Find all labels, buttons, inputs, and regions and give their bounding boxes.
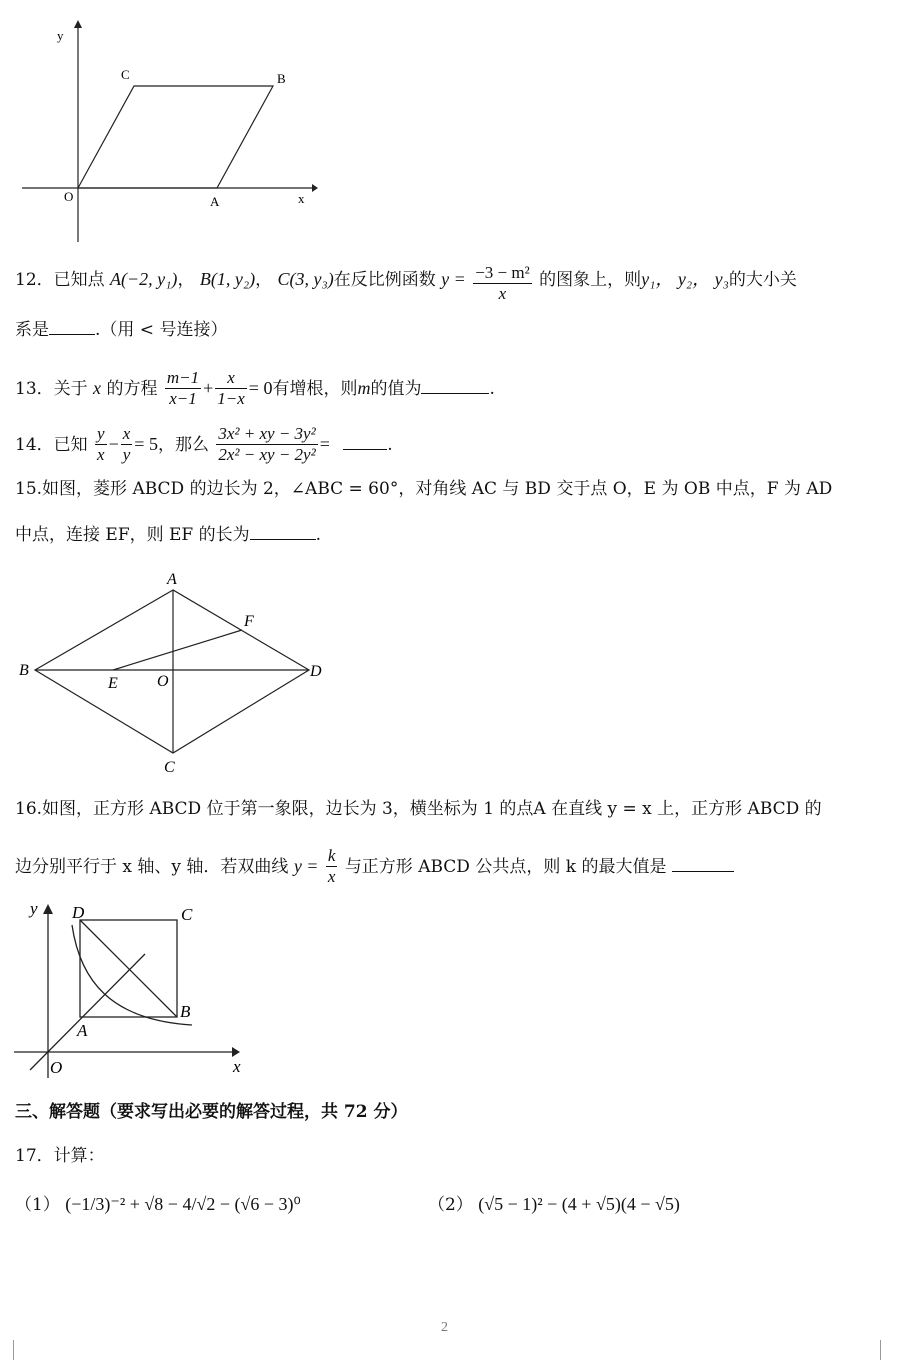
question-number: 17．: [15, 1146, 54, 1166]
fraction-1: [95, 424, 107, 465]
den: x: [327, 867, 336, 886]
var: m: [357, 378, 371, 398]
fraction-denominator: [326, 867, 338, 887]
question-number: 15.: [15, 479, 43, 499]
point-label-a: A: [210, 194, 220, 209]
page-number: 2: [441, 1320, 448, 1335]
question-16-line-1: [15, 797, 822, 821]
point-b: B(1, y₂): [199, 269, 256, 289]
point-label-b: B: [277, 71, 286, 86]
question-17: [15, 1144, 105, 1168]
fraction-denominator: [473, 284, 532, 304]
point-label-o: O: [64, 189, 74, 204]
q12-text: .（用 < 号连接）: [95, 320, 228, 340]
point-label-d: D: [310, 663, 322, 680]
parallelogram-figure: [0, 0, 330, 250]
answer-blank[interactable]: [421, 375, 489, 394]
period: .: [315, 525, 322, 545]
axis-label-y: y: [57, 28, 64, 43]
question-number: 14．: [15, 435, 54, 455]
fraction-numerator: [95, 424, 107, 445]
answer-blank[interactable]: [343, 431, 387, 450]
q16-text: 如图，正方形 ABCD 位于第一象限，边长为 3，横坐标为 1 的点A 在直线 y = x 上，正方形 ABCD 的: [42, 799, 822, 819]
den: 1−x: [217, 389, 245, 408]
den: x−1: [169, 389, 197, 408]
point-a: A(−2, y₁): [110, 269, 178, 289]
num: y: [97, 424, 105, 443]
equals: = 5: [134, 434, 158, 454]
point-label-e: E: [108, 675, 118, 692]
q12-text: 已知点: [53, 270, 105, 290]
part-label: （2）: [428, 1195, 473, 1215]
point-label-c: C: [181, 905, 193, 924]
q13-text: 的方程: [106, 379, 158, 399]
q14-text: 已知: [53, 435, 88, 455]
period: .: [489, 379, 495, 399]
question-17-part-1: [15, 1192, 301, 1217]
answer-blank[interactable]: [250, 521, 316, 540]
point-label-a: A: [77, 1021, 88, 1040]
rhombus-figure: [0, 560, 340, 780]
q14-text: ，那么: [157, 435, 209, 455]
q13-text: 的值为: [370, 379, 422, 399]
question-16-line-2: [15, 846, 734, 887]
equals: = 0: [248, 378, 273, 398]
question-number: 16.: [15, 799, 43, 819]
point-label-b: B: [180, 1002, 191, 1021]
den-var: x: [498, 284, 507, 303]
expression-2: (√5 − 1)² − (4 + √5)(4 − √5): [478, 1194, 680, 1214]
square-hyperbola-figure: [0, 890, 260, 1090]
plus: +: [203, 378, 214, 398]
axis-label-x: x: [298, 191, 305, 206]
fraction-numerator: [165, 368, 201, 389]
answer-blank[interactable]: [672, 853, 734, 872]
function-fraction: [473, 263, 532, 304]
q16-text: 边分别平行于 x 轴、y 轴．若双曲线: [15, 857, 289, 877]
question-14: [15, 424, 393, 465]
fraction-3: [216, 424, 317, 465]
q17-label: 计算：: [53, 1146, 105, 1166]
q12-text: 的大小关: [728, 270, 797, 290]
sep: ，: [177, 270, 195, 290]
period: .: [387, 435, 393, 455]
fraction-1: [165, 368, 201, 409]
num: x: [227, 368, 235, 387]
question-15-line-1: [15, 477, 832, 501]
den: 2x² − xy − 2y²: [218, 445, 316, 464]
question-17-part-2: [428, 1192, 680, 1217]
fraction-numerator: [215, 368, 247, 389]
point-label-d: D: [72, 903, 85, 922]
point-label-b: B: [19, 662, 29, 679]
q13-text: 有增根，则: [272, 379, 358, 399]
q12-text: 在反比例函数: [333, 270, 436, 290]
vars: y₁， y₂， y₃: [641, 269, 729, 289]
question-number: 13．: [15, 379, 54, 399]
margin-mark-right: [880, 1340, 881, 1360]
answer-blank[interactable]: [49, 316, 95, 335]
section-heading: 三、解答题（要求写出必要的解答过程，共 72 分）: [15, 1102, 408, 1122]
function-lhs: y =: [293, 856, 319, 876]
axis-label-x: x: [233, 1057, 241, 1076]
point-label-c: C: [164, 759, 175, 776]
num: k: [327, 846, 336, 865]
num: 3x² + xy − 3y²: [218, 424, 316, 443]
part-label: （1）: [15, 1195, 60, 1215]
q12-text: 系是: [15, 320, 49, 340]
fraction-2: [215, 368, 247, 409]
question-13: [15, 368, 495, 409]
q13-text: 关于: [53, 379, 88, 399]
var: x: [93, 378, 102, 398]
fraction-denominator: [121, 445, 133, 465]
num: m−1: [166, 368, 200, 387]
point-label-o: O: [50, 1058, 63, 1077]
den: y: [122, 445, 131, 464]
fraction-denominator: [95, 445, 107, 465]
fraction-numerator: [121, 424, 133, 445]
q15-text: 中点，连接 EF，则 EF 的长为: [15, 525, 250, 545]
equals: =: [319, 434, 330, 454]
point-label-f: F: [244, 613, 254, 630]
q16-text: 与正方形 ABCD 公共点，则 k 的最大值是: [344, 857, 667, 877]
fraction-numerator: [326, 846, 338, 867]
expression-1: (−1/3)⁻² + √8 − 4/√2 − (√6 − 3)⁰: [65, 1194, 301, 1214]
axis-label-y: y: [30, 899, 38, 918]
question-15-line-2: [15, 521, 321, 547]
function-lhs: y =: [441, 269, 466, 289]
fraction-denominator: [216, 445, 317, 465]
point-c: C(3, y₃): [277, 269, 334, 289]
fraction-denominator: [165, 389, 201, 409]
question-12-line-1: [15, 263, 797, 304]
num: x: [122, 424, 131, 443]
fraction-denominator: [215, 389, 247, 409]
sep: ，: [255, 270, 273, 290]
question-12-line-2: [15, 316, 227, 342]
minus: −: [108, 434, 119, 454]
den: x: [97, 445, 105, 464]
function-fraction: [326, 846, 338, 887]
fraction-numerator: [216, 424, 317, 445]
point-label-o: O: [157, 673, 169, 690]
point-label-a: A: [167, 571, 177, 588]
fraction-2: [121, 424, 133, 465]
q15-text: 如图，菱形 ABCD 的边长为 2，∠ABC = 60°，对角线 AC 与 BD 交于点 O，E 为 OB 中点，F 为 AD: [42, 479, 833, 499]
question-number: 12．: [15, 270, 54, 290]
q12-text: 的图象上，则: [539, 270, 642, 290]
fraction-numerator: −3 − m²: [475, 263, 530, 282]
margin-mark-left: [13, 1340, 14, 1360]
point-label-c: C: [121, 67, 130, 82]
